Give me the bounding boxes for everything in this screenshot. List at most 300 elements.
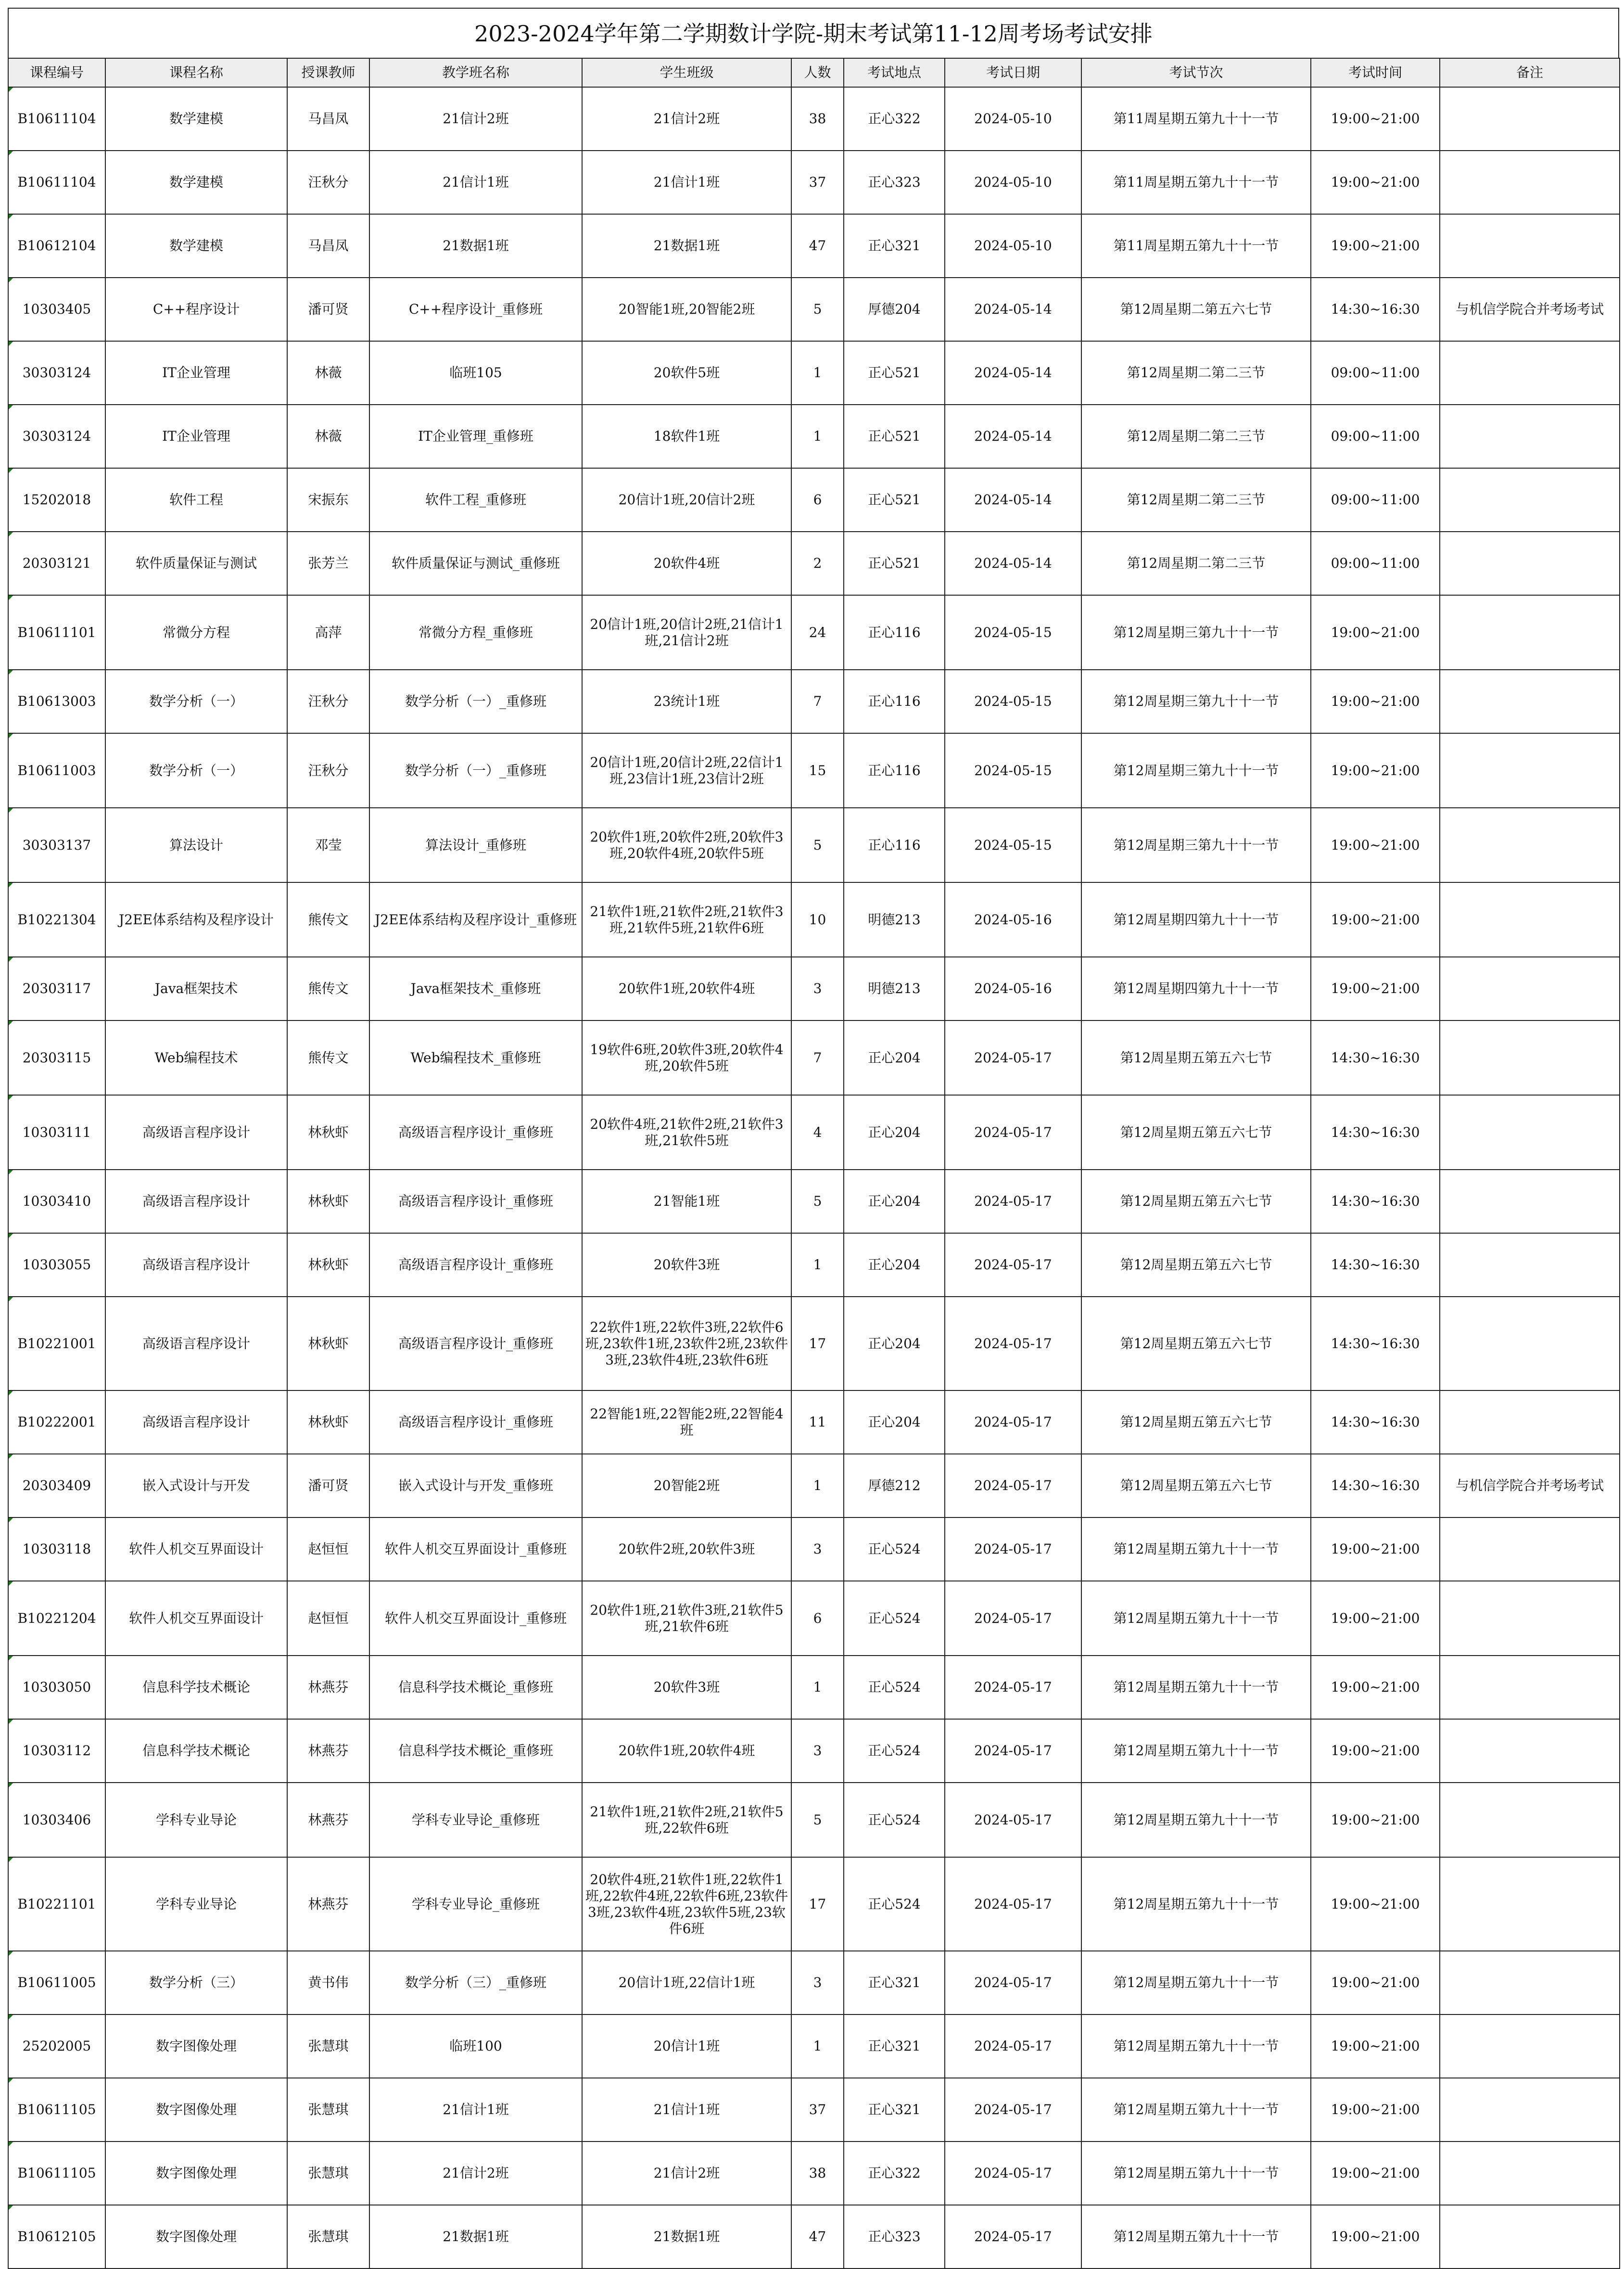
cell-session: 第11周星期五第九十十一节 — [1081, 87, 1311, 151]
cell-session: 第11周星期五第九十十一节 — [1081, 214, 1311, 278]
cell-student-class: 20信计1班,22信计1班 — [582, 1951, 791, 2014]
cell-teacher: 张慧琪 — [287, 2142, 369, 2205]
cell-count: 15 — [791, 733, 844, 808]
cell-course-name: 软件人机交互界面设计 — [105, 1581, 287, 1656]
cell-date: 2024-05-17 — [945, 1581, 1081, 1656]
cell-date: 2024-05-17 — [945, 1454, 1081, 1517]
cell-student-class: 20软件3班 — [582, 1656, 791, 1719]
exam-schedule-sheet — [8, 8, 1619, 2269]
cell-course-name: C++程序设计 — [105, 278, 287, 341]
cell-time: 19:00~21:00 — [1311, 957, 1440, 1020]
cell-count: 24 — [791, 595, 844, 670]
cell-remark — [1440, 595, 1620, 670]
table-row — [8, 1454, 1620, 1517]
cell-time: 09:00~11:00 — [1311, 532, 1440, 595]
cell-time: 14:30~16:30 — [1311, 1233, 1440, 1297]
cell-teacher: 熊传文 — [287, 882, 369, 957]
cell-time: 09:00~11:00 — [1311, 405, 1440, 468]
cell-teacher: 张慧琪 — [287, 2014, 369, 2078]
table-row — [8, 1233, 1620, 1297]
cell-course-code: B10611105 — [8, 2078, 105, 2142]
cell-course-name: 数学分析（三） — [105, 1951, 287, 2014]
cell-session: 第12周星期五第九十十一节 — [1081, 2078, 1311, 2142]
cell-count: 1 — [791, 405, 844, 468]
table-row — [8, 1656, 1620, 1719]
cell-class-name: J2EE体系结构及程序设计_重修班 — [369, 882, 582, 957]
cell-teacher: 熊传文 — [287, 1020, 369, 1095]
cell-location: 正心524 — [844, 1517, 945, 1581]
exam-table — [8, 58, 1620, 2269]
cell-class-name: 21数据1班 — [369, 2205, 582, 2269]
cell-student-class: 21数据1班 — [582, 214, 791, 278]
cell-remark — [1440, 1517, 1620, 1581]
cell-time: 19:00~21:00 — [1311, 670, 1440, 733]
cell-student-class: 18软件1班 — [582, 405, 791, 468]
cell-class-name: 21数据1班 — [369, 214, 582, 278]
cell-student-class: 20信计1班 — [582, 2014, 791, 2078]
cell-teacher: 赵恒恒 — [287, 1581, 369, 1656]
cell-session: 第12周星期五第九十十一节 — [1081, 2014, 1311, 2078]
table-row — [8, 87, 1620, 151]
cell-date: 2024-05-14 — [945, 468, 1081, 532]
table-row — [8, 214, 1620, 278]
cell-location: 正心323 — [844, 151, 945, 214]
cell-teacher: 宋振东 — [287, 468, 369, 532]
table-row — [8, 2142, 1620, 2205]
cell-time: 09:00~11:00 — [1311, 341, 1440, 405]
cell-course-name: 信息科学技术概论 — [105, 1719, 287, 1783]
cell-time: 14:30~16:30 — [1311, 1454, 1440, 1517]
cell-course-code: B10222001 — [8, 1390, 105, 1454]
cell-teacher: 林燕芬 — [287, 1857, 369, 1951]
cell-date: 2024-05-15 — [945, 808, 1081, 882]
cell-count: 1 — [791, 1656, 844, 1719]
cell-date: 2024-05-17 — [945, 1390, 1081, 1454]
header-remark: 备注 — [1440, 58, 1620, 87]
cell-location: 正心204 — [844, 1170, 945, 1233]
cell-course-name: 常微分方程 — [105, 595, 287, 670]
cell-location: 正心204 — [844, 1095, 945, 1170]
cell-date: 2024-05-17 — [945, 1020, 1081, 1095]
cell-student-class: 21数据1班 — [582, 2205, 791, 2269]
cell-course-code: B10611104 — [8, 151, 105, 214]
cell-date: 2024-05-15 — [945, 733, 1081, 808]
cell-remark — [1440, 1170, 1620, 1233]
header-row — [8, 58, 1620, 87]
header-count: 人数 — [791, 58, 844, 87]
cell-remark — [1440, 670, 1620, 733]
cell-remark — [1440, 532, 1620, 595]
cell-course-name: 高级语言程序设计 — [105, 1170, 287, 1233]
cell-class-name: 软件工程_重修班 — [369, 468, 582, 532]
cell-teacher: 林秋虾 — [287, 1233, 369, 1297]
cell-course-code: 20303115 — [8, 1020, 105, 1095]
cell-remark — [1440, 1719, 1620, 1783]
cell-date: 2024-05-17 — [945, 2014, 1081, 2078]
cell-course-code: 20303409 — [8, 1454, 105, 1517]
table-row — [8, 2078, 1620, 2142]
cell-class-name: 临班100 — [369, 2014, 582, 2078]
table-row — [8, 882, 1620, 957]
cell-count: 1 — [791, 341, 844, 405]
cell-class-name: 常微分方程_重修班 — [369, 595, 582, 670]
cell-location: 正心524 — [844, 1783, 945, 1857]
cell-course-name: Web编程技术 — [105, 1020, 287, 1095]
cell-session: 第12周星期二第二三节 — [1081, 341, 1311, 405]
cell-student-class: 21软件1班,21软件2班,21软件5班,22软件6班 — [582, 1783, 791, 1857]
cell-remark — [1440, 2142, 1620, 2205]
cell-teacher: 汪秋分 — [287, 733, 369, 808]
cell-student-class: 20软件1班,20软件2班,20软件3班,20软件4班,20软件5班 — [582, 808, 791, 882]
cell-count: 5 — [791, 278, 844, 341]
cell-remark — [1440, 1390, 1620, 1454]
cell-course-code: 10303112 — [8, 1719, 105, 1783]
cell-location: 厚德204 — [844, 278, 945, 341]
header-teacher: 授课教师 — [287, 58, 369, 87]
cell-course-code: B10613003 — [8, 670, 105, 733]
cell-count: 7 — [791, 670, 844, 733]
cell-count: 1 — [791, 2014, 844, 2078]
cell-class-name: 高级语言程序设计_重修班 — [369, 1170, 582, 1233]
table-row — [8, 595, 1620, 670]
cell-teacher: 邓莹 — [287, 808, 369, 882]
cell-class-name: 21信计1班 — [369, 151, 582, 214]
header-class-name: 教学班名称 — [369, 58, 582, 87]
header-student-class: 学生班级 — [582, 58, 791, 87]
cell-teacher: 林燕芬 — [287, 1783, 369, 1857]
cell-session: 第12周星期五第九十十一节 — [1081, 1951, 1311, 2014]
cell-date: 2024-05-17 — [945, 2142, 1081, 2205]
cell-remark — [1440, 957, 1620, 1020]
cell-student-class: 20软件1班,20软件4班 — [582, 957, 791, 1020]
cell-remark — [1440, 87, 1620, 151]
cell-time: 19:00~21:00 — [1311, 1951, 1440, 2014]
cell-teacher: 潘可贤 — [287, 278, 369, 341]
cell-teacher: 林秋虾 — [287, 1095, 369, 1170]
cell-student-class: 21信计2班 — [582, 2142, 791, 2205]
cell-date: 2024-05-17 — [945, 1170, 1081, 1233]
cell-course-code: 30303137 — [8, 808, 105, 882]
cell-class-name: 软件人机交互界面设计_重修班 — [369, 1517, 582, 1581]
cell-teacher: 高萍 — [287, 595, 369, 670]
cell-count: 5 — [791, 1783, 844, 1857]
table-body — [8, 87, 1620, 2269]
cell-date: 2024-05-17 — [945, 2205, 1081, 2269]
cell-course-code: 30303124 — [8, 405, 105, 468]
cell-session: 第12周星期五第五六七节 — [1081, 1170, 1311, 1233]
cell-date: 2024-05-14 — [945, 405, 1081, 468]
cell-teacher: 赵恒恒 — [287, 1517, 369, 1581]
cell-class-name: 21信计1班 — [369, 2078, 582, 2142]
table-row — [8, 957, 1620, 1020]
cell-course-name: 数字图像处理 — [105, 2205, 287, 2269]
cell-count: 5 — [791, 808, 844, 882]
cell-session: 第12周星期三第九十十一节 — [1081, 670, 1311, 733]
cell-class-name: 学科专业导论_重修班 — [369, 1857, 582, 1951]
cell-count: 38 — [791, 2142, 844, 2205]
table-row — [8, 405, 1620, 468]
table-row — [8, 2014, 1620, 2078]
table-row — [8, 1951, 1620, 2014]
cell-count: 11 — [791, 1390, 844, 1454]
cell-time: 19:00~21:00 — [1311, 1857, 1440, 1951]
cell-remark — [1440, 1656, 1620, 1719]
header-location: 考试地点 — [844, 58, 945, 87]
cell-time: 14:30~16:30 — [1311, 1297, 1440, 1390]
cell-course-name: 数学分析（一） — [105, 670, 287, 733]
cell-course-code: B10611003 — [8, 733, 105, 808]
cell-count: 4 — [791, 1095, 844, 1170]
cell-session: 第12周星期五第九十十一节 — [1081, 1517, 1311, 1581]
cell-time: 14:30~16:30 — [1311, 1390, 1440, 1454]
cell-location: 正心521 — [844, 468, 945, 532]
cell-session: 第12周星期五第五六七节 — [1081, 1454, 1311, 1517]
cell-date: 2024-05-17 — [945, 1857, 1081, 1951]
cell-course-name: J2EE体系结构及程序设计 — [105, 882, 287, 957]
cell-date: 2024-05-16 — [945, 957, 1081, 1020]
cell-remark — [1440, 1233, 1620, 1297]
cell-course-code: B10221204 — [8, 1581, 105, 1656]
cell-remark — [1440, 2205, 1620, 2269]
cell-session: 第12周星期五第九十十一节 — [1081, 2205, 1311, 2269]
table-row — [8, 1857, 1620, 1951]
cell-class-name: 21信计2班 — [369, 87, 582, 151]
cell-location: 正心116 — [844, 808, 945, 882]
cell-time: 19:00~21:00 — [1311, 2078, 1440, 2142]
cell-time: 19:00~21:00 — [1311, 87, 1440, 151]
cell-time: 19:00~21:00 — [1311, 1581, 1440, 1656]
cell-date: 2024-05-17 — [945, 1719, 1081, 1783]
cell-teacher: 马昌凤 — [287, 87, 369, 151]
cell-time: 09:00~11:00 — [1311, 468, 1440, 532]
cell-remark — [1440, 1783, 1620, 1857]
cell-date: 2024-05-17 — [945, 1783, 1081, 1857]
cell-location: 正心116 — [844, 595, 945, 670]
cell-session: 第12周星期二第二三节 — [1081, 532, 1311, 595]
cell-course-name: 数字图像处理 — [105, 2142, 287, 2205]
header-time: 考试时间 — [1311, 58, 1440, 87]
cell-teacher: 熊传文 — [287, 957, 369, 1020]
cell-class-name: 学科专业导论_重修班 — [369, 1783, 582, 1857]
cell-class-name: 高级语言程序设计_重修班 — [369, 1390, 582, 1454]
cell-course-name: IT企业管理 — [105, 341, 287, 405]
cell-count: 37 — [791, 2078, 844, 2142]
cell-count: 2 — [791, 532, 844, 595]
table-row — [8, 670, 1620, 733]
cell-location: 正心204 — [844, 1020, 945, 1095]
cell-time: 19:00~21:00 — [1311, 595, 1440, 670]
cell-location: 正心322 — [844, 87, 945, 151]
cell-student-class: 20软件2班,20软件3班 — [582, 1517, 791, 1581]
cell-count: 7 — [791, 1020, 844, 1095]
cell-class-name: IT企业管理_重修班 — [369, 405, 582, 468]
cell-date: 2024-05-14 — [945, 278, 1081, 341]
cell-course-code: 20303121 — [8, 532, 105, 595]
cell-class-name: Java框架技术_重修班 — [369, 957, 582, 1020]
cell-class-name: 信息科学技术概论_重修班 — [369, 1656, 582, 1719]
cell-location: 正心204 — [844, 1233, 945, 1297]
cell-date: 2024-05-10 — [945, 151, 1081, 214]
cell-count: 6 — [791, 1581, 844, 1656]
cell-session: 第12周星期四第九十十一节 — [1081, 957, 1311, 1020]
cell-course-name: Java框架技术 — [105, 957, 287, 1020]
cell-time: 19:00~21:00 — [1311, 1719, 1440, 1783]
cell-teacher: 林秋虾 — [287, 1297, 369, 1390]
cell-course-code: 15202018 — [8, 468, 105, 532]
cell-location: 正心521 — [844, 405, 945, 468]
cell-course-code: 10303111 — [8, 1095, 105, 1170]
table-row — [8, 532, 1620, 595]
cell-location: 明德213 — [844, 957, 945, 1020]
cell-time: 19:00~21:00 — [1311, 733, 1440, 808]
sheet-title: 2023-2024学年第二学期数计学院-期末考试第11-12周考场考试安排 — [8, 8, 1619, 58]
cell-count: 47 — [791, 214, 844, 278]
cell-time: 19:00~21:00 — [1311, 1517, 1440, 1581]
cell-remark — [1440, 1951, 1620, 2014]
cell-session: 第12周星期五第九十十一节 — [1081, 2142, 1311, 2205]
cell-class-name: 嵌入式设计与开发_重修班 — [369, 1454, 582, 1517]
table-row — [8, 1020, 1620, 1095]
cell-date: 2024-05-17 — [945, 2078, 1081, 2142]
cell-time: 19:00~21:00 — [1311, 882, 1440, 957]
cell-location: 正心524 — [844, 1581, 945, 1656]
table-row — [8, 1719, 1620, 1783]
cell-course-name: 数学建模 — [105, 214, 287, 278]
cell-remark — [1440, 151, 1620, 214]
cell-course-name: 高级语言程序设计 — [105, 1390, 287, 1454]
cell-student-class: 20软件4班,21软件2班,21软件3班,21软件5班 — [582, 1095, 791, 1170]
cell-count: 6 — [791, 468, 844, 532]
table-row — [8, 278, 1620, 341]
cell-teacher: 林薇 — [287, 405, 369, 468]
cell-location: 正心322 — [844, 2142, 945, 2205]
cell-student-class: 20信计1班,20信计2班,21信计1班,21信计2班 — [582, 595, 791, 670]
cell-class-name: 临班105 — [369, 341, 582, 405]
cell-remark: 与机信学院合并考场考试 — [1440, 1454, 1620, 1517]
cell-remark — [1440, 1297, 1620, 1390]
cell-teacher: 张芳兰 — [287, 532, 369, 595]
cell-student-class: 20软件3班 — [582, 1233, 791, 1297]
cell-teacher: 林燕芬 — [287, 1719, 369, 1783]
cell-teacher: 林秋虾 — [287, 1390, 369, 1454]
cell-location: 正心524 — [844, 1656, 945, 1719]
cell-session: 第12周星期五第五六七节 — [1081, 1297, 1311, 1390]
cell-teacher: 张慧琪 — [287, 2078, 369, 2142]
cell-course-code: B10221101 — [8, 1857, 105, 1951]
cell-remark — [1440, 468, 1620, 532]
cell-course-name: 高级语言程序设计 — [105, 1297, 287, 1390]
cell-session: 第12周星期五第九十十一节 — [1081, 1581, 1311, 1656]
header-course-name: 课程名称 — [105, 58, 287, 87]
cell-course-code: 10303405 — [8, 278, 105, 341]
cell-session: 第12周星期三第九十十一节 — [1081, 808, 1311, 882]
cell-course-code: 10303055 — [8, 1233, 105, 1297]
cell-teacher: 黄书伟 — [287, 1951, 369, 2014]
header-date: 考试日期 — [945, 58, 1081, 87]
cell-course-name: 高级语言程序设计 — [105, 1233, 287, 1297]
cell-course-code: 10303410 — [8, 1170, 105, 1233]
cell-location: 正心524 — [844, 1719, 945, 1783]
cell-class-name: 数学分析（一）_重修班 — [369, 733, 582, 808]
cell-count: 47 — [791, 2205, 844, 2269]
table-row — [8, 1783, 1620, 1857]
cell-course-code: B10221304 — [8, 882, 105, 957]
cell-session: 第12周星期五第九十十一节 — [1081, 1783, 1311, 1857]
cell-date: 2024-05-15 — [945, 595, 1081, 670]
cell-class-name: 高级语言程序设计_重修班 — [369, 1095, 582, 1170]
cell-count: 3 — [791, 1951, 844, 2014]
cell-course-name: 数学建模 — [105, 87, 287, 151]
table-row — [8, 1095, 1620, 1170]
cell-student-class: 22软件1班,22软件3班,22软件6班,23软件1班,23软件2班,23软件3班,23软件4班,23软件6班 — [582, 1297, 791, 1390]
cell-course-code: B10611105 — [8, 2142, 105, 2205]
cell-session: 第12周星期二第五六七节 — [1081, 278, 1311, 341]
cell-course-name: 信息科学技术概论 — [105, 1656, 287, 1719]
table-row — [8, 1581, 1620, 1656]
table-row — [8, 2205, 1620, 2269]
cell-remark — [1440, 1095, 1620, 1170]
cell-remark — [1440, 2014, 1620, 2078]
cell-student-class: 21信计1班 — [582, 151, 791, 214]
cell-location: 正心521 — [844, 341, 945, 405]
cell-location: 正心116 — [844, 670, 945, 733]
cell-count: 3 — [791, 1517, 844, 1581]
cell-date: 2024-05-17 — [945, 1951, 1081, 2014]
cell-time: 19:00~21:00 — [1311, 2142, 1440, 2205]
cell-count: 17 — [791, 1857, 844, 1951]
cell-time: 19:00~21:00 — [1311, 808, 1440, 882]
cell-session: 第12周星期五第九十十一节 — [1081, 1656, 1311, 1719]
cell-location: 正心204 — [844, 1297, 945, 1390]
table-row — [8, 733, 1620, 808]
cell-count: 37 — [791, 151, 844, 214]
cell-course-name: 软件工程 — [105, 468, 287, 532]
cell-student-class: 20信计1班,20信计2班,22信计1班,23信计1班,23信计2班 — [582, 733, 791, 808]
cell-location: 正心204 — [844, 1390, 945, 1454]
cell-remark — [1440, 405, 1620, 468]
cell-student-class: 21信计1班 — [582, 2078, 791, 2142]
cell-count: 10 — [791, 882, 844, 957]
cell-class-name: 信息科学技术概论_重修班 — [369, 1719, 582, 1783]
cell-teacher: 潘可贤 — [287, 1454, 369, 1517]
cell-teacher: 林薇 — [287, 341, 369, 405]
cell-class-name: 软件人机交互界面设计_重修班 — [369, 1581, 582, 1656]
cell-session: 第12周星期三第九十十一节 — [1081, 733, 1311, 808]
cell-date: 2024-05-10 — [945, 214, 1081, 278]
cell-course-code: B10611005 — [8, 1951, 105, 2014]
cell-date: 2024-05-10 — [945, 87, 1081, 151]
cell-student-class: 20软件4班 — [582, 532, 791, 595]
cell-time: 19:00~21:00 — [1311, 1783, 1440, 1857]
cell-remark — [1440, 808, 1620, 882]
cell-location: 正心521 — [844, 532, 945, 595]
header-course-code: 课程编号 — [8, 58, 105, 87]
cell-count: 1 — [791, 1454, 844, 1517]
cell-student-class: 22智能1班,22智能2班,22智能4班 — [582, 1390, 791, 1454]
cell-remark — [1440, 1020, 1620, 1095]
cell-time: 19:00~21:00 — [1311, 214, 1440, 278]
cell-session: 第12周星期三第九十十一节 — [1081, 595, 1311, 670]
cell-student-class: 20软件1班,20软件4班 — [582, 1719, 791, 1783]
cell-student-class: 20智能2班 — [582, 1454, 791, 1517]
cell-date: 2024-05-16 — [945, 882, 1081, 957]
cell-student-class: 20软件4班,21软件1班,22软件1班,22软件4班,22软件6班,23软件3班,23软件4班,23软件5班,23软件6班 — [582, 1857, 791, 1951]
cell-count: 17 — [791, 1297, 844, 1390]
cell-location: 明德213 — [844, 882, 945, 957]
cell-location: 正心323 — [844, 2205, 945, 2269]
cell-class-name: Web编程技术_重修班 — [369, 1020, 582, 1095]
cell-remark — [1440, 1857, 1620, 1951]
